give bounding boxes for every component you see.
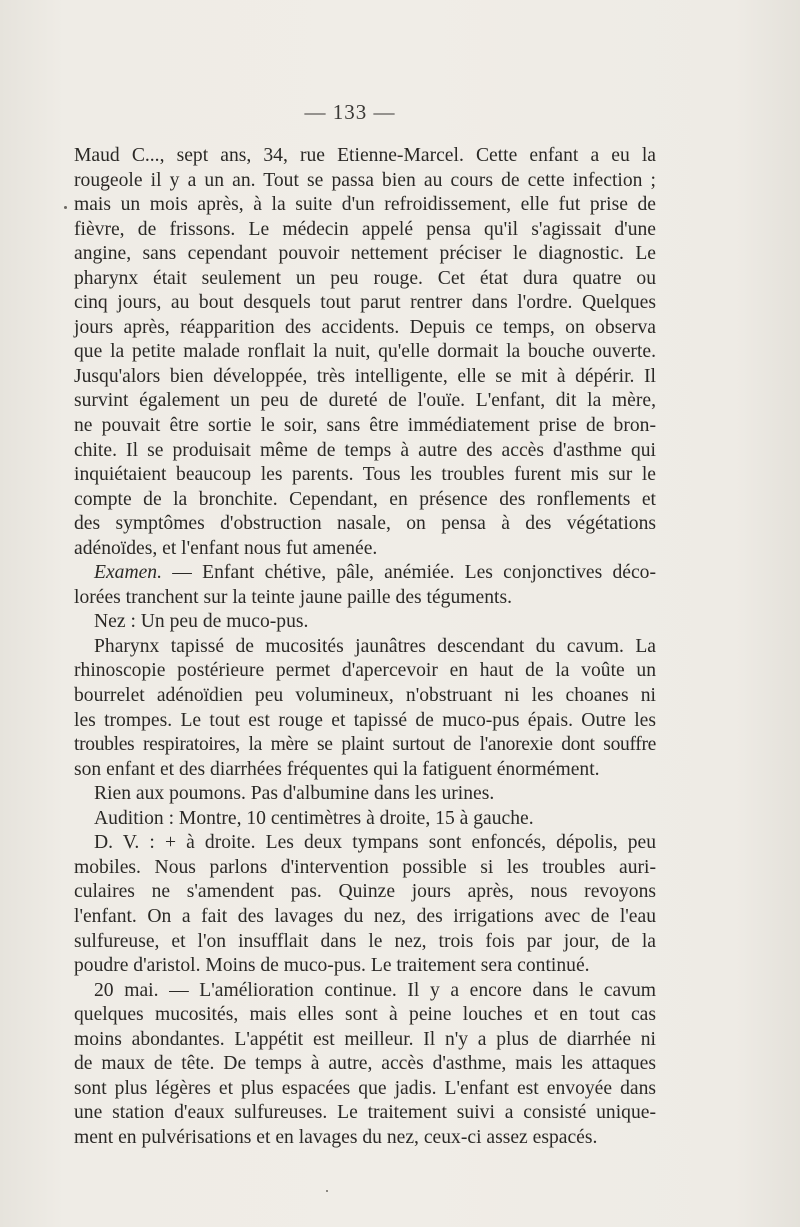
text-line: Rien aux poumons. Pas d'albumine dans les urines. (94, 783, 495, 805)
paragraph-audition (74, 807, 656, 832)
text-line: culaires ne s'amendent pas. Quinze jours après, nous revoyons (74, 881, 656, 903)
text-line: moins abondantes. L'appétit est meilleur. Il n'y a plus de diarrhée ni (74, 1028, 656, 1050)
text-line: D. V. : + à droite. Les deux tympans sont enfoncés, dépolis, peu (94, 832, 656, 854)
examen-text: — Enfant chétive, pâle, anémiée. Les conjonctives déco- (162, 562, 656, 584)
text-line: survint également un peu de dureté de l'ouïe. L'enfant, dit la mère, (74, 390, 656, 412)
text-line: Jusqu'alors bien développée, très intelligente, elle se mit à dépérir. Il (74, 365, 656, 387)
text-line: les trompes. Le tout est rouge et tapissé de muco-pus épais. Outre les (74, 709, 656, 731)
text-line: mais un mois après, à la suite d'un refroidissement, elle fut prise de (74, 194, 656, 216)
text-line: sulfureuse, et l'on insufflait dans le nez, trois fois par jour, de la (74, 930, 656, 952)
text-line: des symptômes d'obstruction nasale, on pensa à des végétations (74, 513, 656, 535)
text-line: ne pouvait être sortie le soir, sans être immédiatement prise de bron- (74, 415, 656, 437)
text-line: compte de la bronchite. Cependant, en présence des ronflements et (74, 488, 656, 510)
paper-speck (64, 206, 67, 209)
paragraph-poumons (74, 782, 656, 807)
text-line: rhinoscopie postérieure permet d'apercevoir en haut de la voûte un (74, 660, 656, 682)
text-line: troubles respiratoires, la mère se plaint surtout de l'anorexie dont souffre (74, 734, 656, 756)
text-line: de maux de tête. De temps à autre, accès d'asthme, mais les attaques (74, 1053, 656, 1075)
text-line: angine, sans cependant pouvoir nettement préciser le diagnostic. Le (74, 243, 656, 265)
text-line: Maud C..., sept ans, 34, rue Etienne-Marcel. Cette enfant a eu la (74, 145, 656, 166)
paragraph-pharynx (74, 635, 656, 782)
text-line: Audition : Montre, 10 centimètres à droite, 15 à gauche. (94, 807, 534, 829)
text-line: adénoïdes, et l'enfant nous fut amenée. (74, 537, 378, 559)
text-line: jours après, réapparition des accidents. Depuis ce temps, on observa (74, 316, 656, 338)
text-line: bourrelet adénoïdien peu volumineux, n'obstruant ni les choanes ni (74, 685, 656, 707)
paragraph-mai (74, 979, 656, 1151)
text-line: Pharynx tapissé de mucosités jaunâtres descendant du cavum. La (94, 635, 656, 657)
text-line: chite. Il se produisait même de temps à autre des accès d'asthme qui (74, 439, 656, 461)
text-line: que la petite malade ronflait la nuit, qu'elle dormait la bouche ouverte. (74, 341, 656, 363)
paragraph-intro (74, 144, 656, 561)
paragraph-nez (74, 610, 656, 635)
paragraph-dv (74, 831, 656, 978)
text-line: l'enfant. On a fait des lavages du nez, des irrigations avec de l'eau (74, 905, 656, 927)
paper-speck (326, 1190, 328, 1192)
text-line: cinq jours, au bout desquels tout parut rentrer dans l'ordre. Quelques (74, 292, 656, 314)
text-line (74, 561, 656, 586)
body-text (74, 144, 656, 1150)
text-line: mobiles. Nous parlons d'intervention possible si les troubles auri- (74, 856, 656, 878)
page-number: — 133 — (304, 100, 396, 124)
text-line: inquiétaient beaucoup les parents. Tous les troubles furent mis sur le (74, 464, 656, 486)
text-line: son enfant et des diarrhées fréquentes qui la fatiguent énormément. (74, 758, 600, 780)
text-line: poudre d'aristol. Moins de muco-pus. Le traitement sera continué. (74, 955, 590, 977)
paragraph-examen (74, 561, 656, 610)
text-line: quelques mucosités, mais elles sont à peine louches et en tout cas (74, 1004, 656, 1026)
text-line: ment en pulvérisations et en lavages du nez, ceux-ci assez espacés. (74, 1126, 598, 1148)
text-line: fièvre, de frissons. Le médecin appelé pensa qu'il s'agissait d'une (74, 218, 656, 240)
text-line: Nez : Un peu de muco-pus. (94, 611, 309, 633)
text-line: 20 mai. — L'amélioration continue. Il y a encore dans le cavum (94, 979, 656, 1001)
examen-label: Examen. (94, 562, 163, 584)
text-line: une station d'eaux sulfureuses. Le traitement suivi a consisté unique- (74, 1102, 656, 1124)
text-line: rougeole il y a un an. Tout se passa bien au cours de cette infection ; (74, 169, 656, 191)
text-line: lorées tranchent sur la teinte jaune paille des téguments. (74, 586, 512, 608)
text-line: pharynx était seulement un peu rouge. Cet état dura quatre ou (74, 267, 656, 289)
text-line: sont plus légères et plus espacées que jadis. L'enfant est envoyée dans (74, 1077, 656, 1099)
